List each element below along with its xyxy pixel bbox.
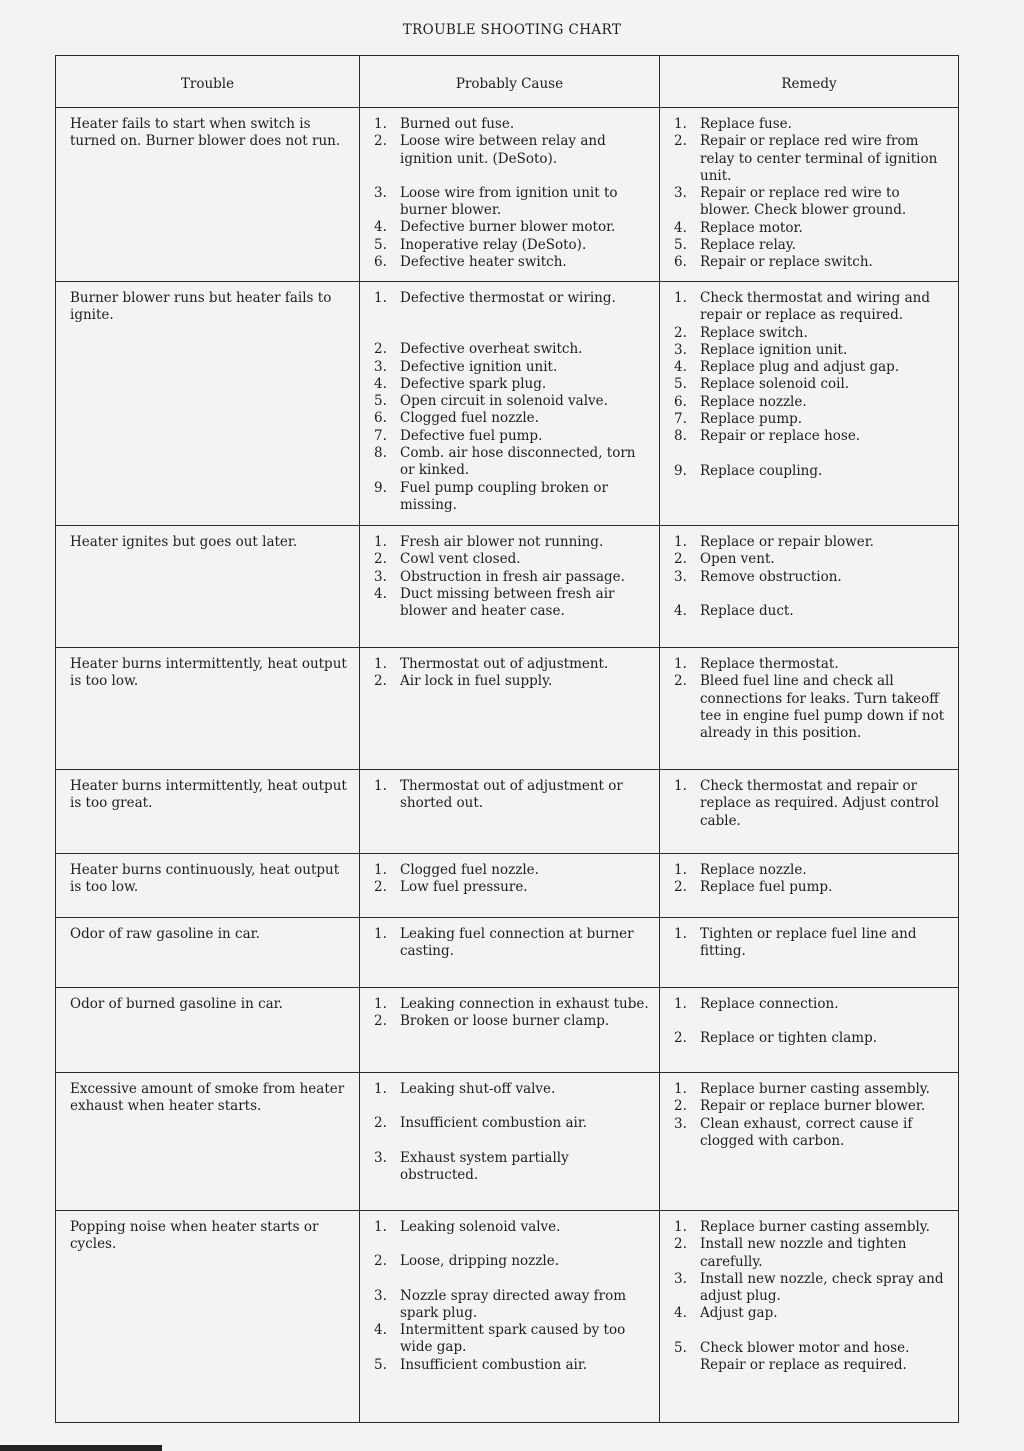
item-text: Replace nozzle.: [700, 393, 807, 410]
item-number: 5.: [374, 236, 387, 253]
trouble-cell: Heater burns continuously, heat output is too low.: [56, 854, 360, 918]
item-text: Clogged fuel nozzle.: [400, 862, 539, 878]
item-text: Defective burner blower motor.: [400, 219, 616, 236]
trouble-cell: Odor of raw gasoline in car.: [56, 918, 360, 988]
item-number: 2.: [674, 1030, 687, 1047]
remedy-cell: [660, 648, 959, 770]
remedy-item: [674, 1340, 948, 1375]
table-row: [56, 526, 959, 648]
remedy-item: [674, 551, 948, 568]
remedy-cell: [660, 918, 959, 988]
item-spacer: [374, 307, 649, 341]
remedy-item: [674, 254, 948, 271]
item-number: 2.: [674, 1236, 687, 1253]
cause-cell: [360, 1211, 660, 1423]
item-text: Replace switch.: [700, 324, 808, 341]
remedy-item: [674, 411, 948, 428]
remedy-cell: [660, 988, 959, 1073]
remedy-item: [674, 376, 948, 393]
item-text: Repair or replace red wire from relay to center terminal of ignition unit.: [700, 133, 938, 184]
remedy-cell: [660, 526, 959, 648]
cause-item: [374, 879, 649, 896]
item-number: 8.: [374, 445, 387, 462]
cause-item: [374, 1150, 649, 1185]
item-spacer: [674, 1323, 948, 1340]
header-trouble: Trouble: [56, 56, 360, 108]
item-spacer: [374, 168, 649, 185]
item-text: Insufficient combustion air.: [400, 1356, 588, 1373]
item-text: Defective spark plug.: [400, 375, 547, 392]
trouble-cell: Heater fails to start when switch is turned on. Burner blower does not run.: [56, 108, 360, 282]
item-spacer: [374, 1098, 649, 1115]
item-number: 1.: [674, 778, 687, 794]
remedy-item: [674, 290, 948, 325]
remedy-item: [674, 1116, 948, 1151]
item-number: 5.: [674, 237, 687, 254]
item-text: Leaking solenoid valve.: [400, 1219, 561, 1235]
item-number: 1.: [374, 862, 387, 878]
item-text: Clogged fuel nozzle.: [400, 410, 539, 427]
cause-item: [374, 480, 649, 515]
item-number: 3.: [374, 184, 387, 201]
cause-cell: [360, 282, 660, 526]
item-number: 7.: [674, 411, 687, 428]
cause-item: [374, 656, 649, 673]
table-row: [56, 282, 959, 526]
item-number: 2.: [674, 673, 687, 690]
item-spacer: [374, 1271, 649, 1288]
trouble-cell: Popping noise when heater starts or cycles.: [56, 1211, 360, 1423]
item-text: Burned out fuse.: [400, 116, 515, 132]
item-text: Clean exhaust, correct cause if clogged with carbon.: [700, 1115, 913, 1149]
table-row: [56, 108, 959, 282]
item-text: Broken or loose burner clamp.: [400, 1013, 610, 1030]
remedy-item: [674, 1219, 948, 1236]
cause-item: [374, 778, 649, 813]
item-text: Install new nozzle, check spray and adjust plug.: [700, 1270, 944, 1305]
remedy-item: [674, 656, 948, 673]
item-number: 1.: [674, 116, 687, 132]
cause-cell: [360, 854, 660, 918]
item-number: 1.: [374, 996, 387, 1012]
item-text: Defective fuel pump.: [400, 427, 543, 444]
item-text: Cowl vent closed.: [400, 551, 521, 568]
item-number: 5.: [374, 393, 387, 410]
item-number: 4.: [374, 375, 387, 392]
item-number: 3.: [374, 1287, 387, 1304]
item-text: Replace solenoid coil.: [700, 376, 850, 393]
item-text: Insufficient combustion air.: [400, 1115, 588, 1132]
remedy-cell: [660, 1073, 959, 1211]
table-row: [56, 648, 959, 770]
cause-item: [374, 133, 649, 168]
header-probable-cause: Probably Cause: [360, 56, 660, 108]
item-number: 9.: [374, 479, 387, 496]
item-number: 4.: [374, 585, 387, 602]
cause-cell: [360, 108, 660, 282]
remedy-item: [674, 1081, 948, 1098]
table-row: [56, 854, 959, 918]
item-text: Thermostat out of adjustment or shorted out.: [400, 778, 623, 812]
item-text: Nozzle spray directed away from spark plug.: [400, 1287, 627, 1321]
cause-item: [374, 341, 649, 358]
item-number: 2.: [374, 1253, 387, 1270]
item-text: Loose, dripping nozzle.: [400, 1253, 560, 1270]
item-text: Defective heater switch.: [400, 254, 567, 271]
item-text: Open circuit in solenoid valve.: [400, 393, 608, 410]
item-number: 1.: [674, 290, 687, 306]
table-row: [56, 988, 959, 1073]
item-number: 1.: [374, 1081, 387, 1097]
trouble-cell: Heater burns intermittently, heat output is too low.: [56, 648, 360, 770]
item-spacer: [374, 1236, 649, 1253]
item-text: Tighten or replace fuel line and fitting.: [700, 926, 917, 960]
item-text: Replace pump.: [700, 411, 803, 428]
remedy-item: [674, 1305, 948, 1322]
item-text: Check thermostat and repair or replace as required. Adjust control cable.: [700, 778, 939, 829]
cause-item: [374, 1115, 649, 1132]
table-row: [56, 918, 959, 988]
item-text: Replace motor.: [700, 219, 803, 236]
cause-cell: [360, 526, 660, 648]
item-number: 1.: [374, 656, 387, 672]
item-text: Replace plug and adjust gap.: [700, 359, 900, 376]
trouble-cell: Heater ignites but goes out later.: [56, 526, 360, 648]
cause-cell: [360, 648, 660, 770]
cause-item: [374, 551, 649, 568]
cause-item: [374, 1357, 649, 1374]
cause-item: [374, 996, 649, 1013]
item-spacer: [674, 446, 948, 463]
cause-item: [374, 534, 649, 551]
trouble-cell: Heater burns intermittently, heat output is too great.: [56, 770, 360, 854]
item-number: 2.: [374, 551, 387, 568]
item-number: 4.: [674, 1305, 687, 1322]
item-number: 1.: [374, 116, 387, 132]
remedy-item: [674, 996, 948, 1013]
item-number: 2.: [674, 551, 687, 568]
trouble-shooting-table: [55, 55, 959, 1423]
item-text: Replace burner casting assembly.: [700, 1219, 930, 1235]
item-number: 1.: [374, 290, 387, 306]
item-text: Bleed fuel line and check all connections for leaks. Turn takeoff tee in engine fuel pump down if not already in this position.: [700, 673, 945, 742]
item-text: Remove obstruction.: [700, 568, 842, 585]
item-number: 3.: [674, 341, 687, 358]
remedy-item: [674, 394, 948, 411]
item-number: 2.: [374, 1115, 387, 1132]
item-text: Leaking shut-off valve.: [400, 1081, 556, 1097]
item-number: 2.: [374, 1013, 387, 1030]
trouble-cell: Burner blower runs but heater fails to ignite.: [56, 282, 360, 526]
item-number: 4.: [674, 602, 687, 619]
item-spacer: [674, 1013, 948, 1030]
cause-item: [374, 185, 649, 220]
item-text: Replace relay.: [700, 237, 796, 254]
item-number: 9.: [674, 462, 687, 479]
item-number: 1.: [374, 926, 387, 942]
cause-item: [374, 445, 649, 480]
item-number: 1.: [674, 996, 687, 1012]
item-spacer: [374, 1133, 649, 1150]
remedy-item: [674, 116, 948, 133]
cause-item: [374, 237, 649, 254]
item-text: Exhaust system partially obstructed.: [400, 1149, 569, 1183]
table-row: [56, 1211, 959, 1423]
cause-item: [374, 1219, 649, 1236]
remedy-cell: [660, 108, 959, 282]
item-number: 6.: [374, 254, 387, 271]
cause-item: [374, 219, 649, 236]
remedy-item: [674, 342, 948, 359]
item-number: 2.: [674, 324, 687, 341]
remedy-item: [674, 862, 948, 879]
item-number: 5.: [374, 1356, 387, 1373]
item-text: Obstruction in fresh air passage.: [400, 568, 625, 585]
page-edge-bar: [0, 1445, 162, 1451]
cause-item: [374, 1322, 649, 1357]
cause-cell: [360, 988, 660, 1073]
item-text: Fresh air blower not running.: [400, 534, 604, 550]
item-number: 1.: [674, 1219, 687, 1235]
remedy-item: [674, 1030, 948, 1047]
cause-cell: [360, 770, 660, 854]
item-text: Defective overheat switch.: [400, 341, 583, 358]
cause-item: [374, 254, 649, 271]
remedy-item: [674, 237, 948, 254]
remedy-item: [674, 463, 948, 480]
item-number: 5.: [674, 1339, 687, 1356]
remedy-item: [674, 534, 948, 551]
remedy-item: [674, 325, 948, 342]
remedy-item: [674, 673, 948, 742]
cause-item: [374, 428, 649, 445]
cause-item: [374, 1253, 649, 1270]
item-number: 8.: [674, 428, 687, 445]
item-number: 1.: [374, 778, 387, 794]
remedy-cell: [660, 770, 959, 854]
item-number: 2.: [674, 133, 687, 150]
remedy-item: [674, 879, 948, 896]
item-text: Leaking fuel connection at burner casting.: [400, 926, 634, 960]
cause-item: [374, 1013, 649, 1030]
item-number: 2.: [674, 879, 687, 896]
item-number: 2.: [374, 879, 387, 896]
table-header-row: [56, 56, 959, 108]
item-number: 4.: [374, 219, 387, 236]
item-number: 6.: [674, 254, 687, 271]
page-title: TROUBLE SHOOTING CHART: [402, 22, 622, 38]
item-number: 1.: [674, 926, 687, 942]
item-text: Low fuel pressure.: [400, 879, 528, 896]
cause-item: [374, 359, 649, 376]
cause-item: [374, 1288, 649, 1323]
item-number: 3.: [374, 1149, 387, 1166]
remedy-item: [674, 603, 948, 620]
item-text: Replace burner casting assembly.: [700, 1081, 930, 1097]
item-number: 1.: [374, 1219, 387, 1235]
cause-item: [374, 673, 649, 690]
cause-item: [374, 926, 649, 961]
cause-item: [374, 376, 649, 393]
item-text: Defective thermostat or wiring.: [400, 290, 616, 306]
item-text: Check blower motor and hose. Repair or replace as required.: [700, 1339, 910, 1374]
item-number: 2.: [674, 1098, 687, 1115]
item-number: 5.: [674, 376, 687, 393]
remedy-item: [674, 1236, 948, 1271]
item-number: 3.: [674, 568, 687, 585]
item-number: 2.: [374, 341, 387, 358]
item-number: 4.: [374, 1322, 387, 1339]
cause-item: [374, 586, 649, 621]
item-number: 3.: [674, 185, 687, 202]
item-text: Replace connection.: [700, 996, 839, 1012]
item-text: Replace nozzle.: [700, 862, 807, 878]
remedy-item: [674, 1271, 948, 1306]
item-number: 6.: [674, 393, 687, 410]
item-number: 4.: [674, 359, 687, 376]
item-text: Install new nozzle and tighten carefully.: [700, 1236, 907, 1270]
cause-item: [374, 569, 649, 586]
item-text: Inoperative relay (DeSoto).: [400, 236, 587, 253]
item-text: Replace ignition unit.: [700, 341, 848, 358]
remedy-item: [674, 1098, 948, 1115]
cause-cell: [360, 1073, 660, 1211]
item-number: 1.: [674, 862, 687, 878]
item-text: Air lock in fuel supply.: [400, 673, 553, 690]
item-number: 7.: [374, 427, 387, 444]
item-text: Leaking connection in exhaust tube.: [400, 996, 649, 1012]
item-text: Loose wire between relay and ignition unit. (DeSoto).: [400, 133, 606, 167]
remedy-item: [674, 133, 948, 185]
remedy-item: [674, 359, 948, 376]
item-number: 1.: [674, 534, 687, 550]
table-row: [56, 770, 959, 854]
item-number: 1.: [674, 656, 687, 672]
item-number: 3.: [374, 568, 387, 585]
cause-item: [374, 116, 649, 133]
item-text: Check thermostat and wiring and repair or replace as required.: [700, 290, 930, 324]
item-text: Replace fuse.: [700, 116, 792, 132]
remedy-item: [674, 185, 948, 220]
item-text: Replace duct.: [700, 602, 794, 619]
item-number: 3.: [674, 1115, 687, 1132]
trouble-cell: Excessive amount of smoke from heater exhaust when heater starts.: [56, 1073, 360, 1211]
item-text: Fuel pump coupling broken or missing.: [400, 479, 608, 513]
item-text: Repair or replace burner blower.: [700, 1098, 926, 1115]
item-text: Replace thermostat.: [700, 656, 839, 672]
remedy-item: [674, 926, 948, 961]
item-text: Loose wire from ignition unit to burner blower.: [400, 184, 618, 219]
cause-item: [374, 1081, 649, 1098]
item-text: Thermostat out of adjustment.: [400, 656, 609, 672]
item-number: 6.: [374, 410, 387, 427]
remedy-cell: [660, 854, 959, 918]
item-number: 2.: [374, 133, 387, 150]
item-number: 3.: [674, 1270, 687, 1287]
item-text: Defective ignition unit.: [400, 358, 558, 375]
remedy-item: [674, 220, 948, 237]
item-text: Repair or replace hose.: [700, 428, 861, 445]
table-row: [56, 1073, 959, 1211]
item-text: Intermittent spark caused by too wide gap.: [400, 1322, 626, 1356]
item-text: Duct missing between fresh air blower and heater case.: [400, 585, 615, 620]
remedy-cell: [660, 282, 959, 526]
header-remedy: Remedy: [660, 56, 959, 108]
cause-item: [374, 290, 649, 307]
item-text: Adjust gap.: [700, 1305, 778, 1322]
item-text: Replace or repair blower.: [700, 534, 874, 550]
item-number: 1.: [674, 1081, 687, 1097]
item-text: Repair or replace switch.: [700, 254, 873, 271]
item-number: 4.: [674, 219, 687, 236]
item-text: Replace coupling.: [700, 462, 823, 479]
cause-cell: [360, 918, 660, 988]
cause-item: [374, 862, 649, 879]
item-number: 2.: [374, 673, 387, 690]
remedy-item: [674, 778, 948, 830]
cause-item: [374, 393, 649, 410]
remedy-item: [674, 569, 948, 586]
item-number: 1.: [374, 534, 387, 550]
item-text: Replace fuel pump.: [700, 879, 833, 896]
item-text: Repair or replace red wire to blower. Check blower ground.: [700, 185, 907, 219]
item-number: 3.: [374, 358, 387, 375]
remedy-cell: [660, 1211, 959, 1423]
trouble-cell: Odor of burned gasoline in car.: [56, 988, 360, 1073]
item-spacer: [674, 586, 948, 603]
item-text: Comb. air hose disconnected, torn or kinked.: [400, 445, 636, 479]
item-text: Open vent.: [700, 551, 775, 568]
cause-item: [374, 410, 649, 427]
item-text: Replace or tighten clamp.: [700, 1030, 878, 1047]
remedy-item: [674, 428, 948, 445]
